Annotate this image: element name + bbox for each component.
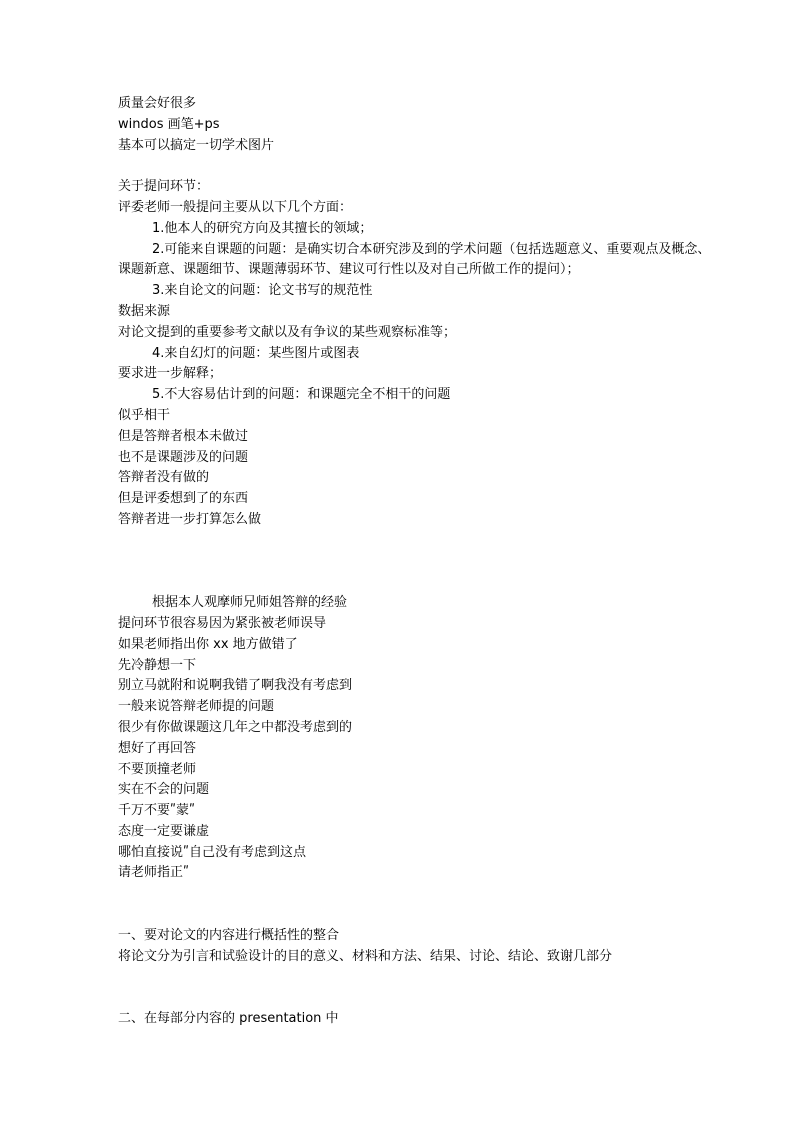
text-line: 请老师指正ʺ: [118, 865, 189, 881]
blank-line: [118, 156, 718, 177]
text-line: 提问环节很容易因为紧张被老师误导: [118, 615, 327, 631]
blank-line: [118, 884, 718, 926]
text-line: 别立马就附和说啊我错了啊我没有考虑到: [118, 678, 353, 694]
text-line: 很少有你做课题这几年之中都没考虑到的: [118, 719, 353, 735]
list-item: 3.来自论文的问题：论文书写的规范性: [152, 283, 373, 299]
text-line: 千万不要ʺ蒙ʺ: [118, 803, 195, 819]
document-body: [118, 94, 718, 1030]
paragraph-heading: 根据本人观摩师兄师姐答辩的经验: [152, 595, 348, 611]
text-line: 想好了再回答: [118, 740, 197, 756]
text-line: 先冷静想一下: [118, 657, 197, 673]
text-line: 态度一定要谦虚: [118, 823, 210, 839]
list-item: 1.他本人的研究方向及其擅长的领域；: [152, 220, 373, 236]
text-line: 哪怕直接说ʺ自己没有考虑到这点: [118, 844, 306, 860]
blank-line: [118, 967, 718, 1009]
blank-line: [118, 531, 718, 573]
text-line: 但是答辩者根本未做过: [118, 428, 249, 444]
text-line: 对论文提到的重要参考文献以及有争议的某些观察标准等；: [118, 324, 457, 340]
text-line: 质量会好很多: [118, 96, 197, 111]
text-line: 答辩者进一步打算怎么做: [118, 511, 262, 527]
text-line: 一般来说答辩老师提的问题: [118, 699, 275, 715]
list-item: 2.可能来自课题的问题：是确实切合本研究涉及到的学术问题（包括选题意义、重要观点及概念、课题新意、课题细节、课题薄弱环节、建议可行性以及对自己所做工作的提问）；: [118, 241, 711, 278]
text-line: 不要顶撞老师: [118, 761, 197, 777]
text-line: 评委老师一般提问主要从以下几个方面：: [118, 199, 353, 215]
text-line: 似乎相干: [118, 407, 171, 423]
text-line: 也不是课题涉及的问题: [118, 449, 249, 465]
section-heading: 二、在每部分内容的 presentation 中: [118, 1011, 339, 1027]
blank-line: [118, 572, 718, 593]
text-line: 如果老师指出你 xx 地方做错了: [118, 636, 298, 652]
text-line: 数据来源: [118, 303, 171, 319]
text-line: 实在不会的问题: [118, 782, 210, 798]
section-heading: 一、要对论文的内容进行概括性的整合: [118, 927, 340, 943]
text-line: 将论文分为引言和试验设计的目的意义、材料和方法、结果、讨论、结论、致谢几部分: [118, 948, 613, 964]
text-line: 要求进一步解释；: [118, 366, 223, 382]
section-heading: 关于提问环节：: [118, 179, 210, 195]
list-item: 4.来自幻灯的问题：某些图片或图表: [152, 345, 360, 361]
text-line: 但是评委想到了的东西: [118, 491, 249, 507]
text-line: windos 画笔+ps: [118, 116, 220, 132]
list-item: 5.不大容易估计到的问题：和课题完全不相干的问题: [152, 387, 451, 403]
text-line: 基本可以搞定一切学术图片: [118, 137, 275, 153]
text-line: 答辩者没有做的: [118, 470, 210, 486]
